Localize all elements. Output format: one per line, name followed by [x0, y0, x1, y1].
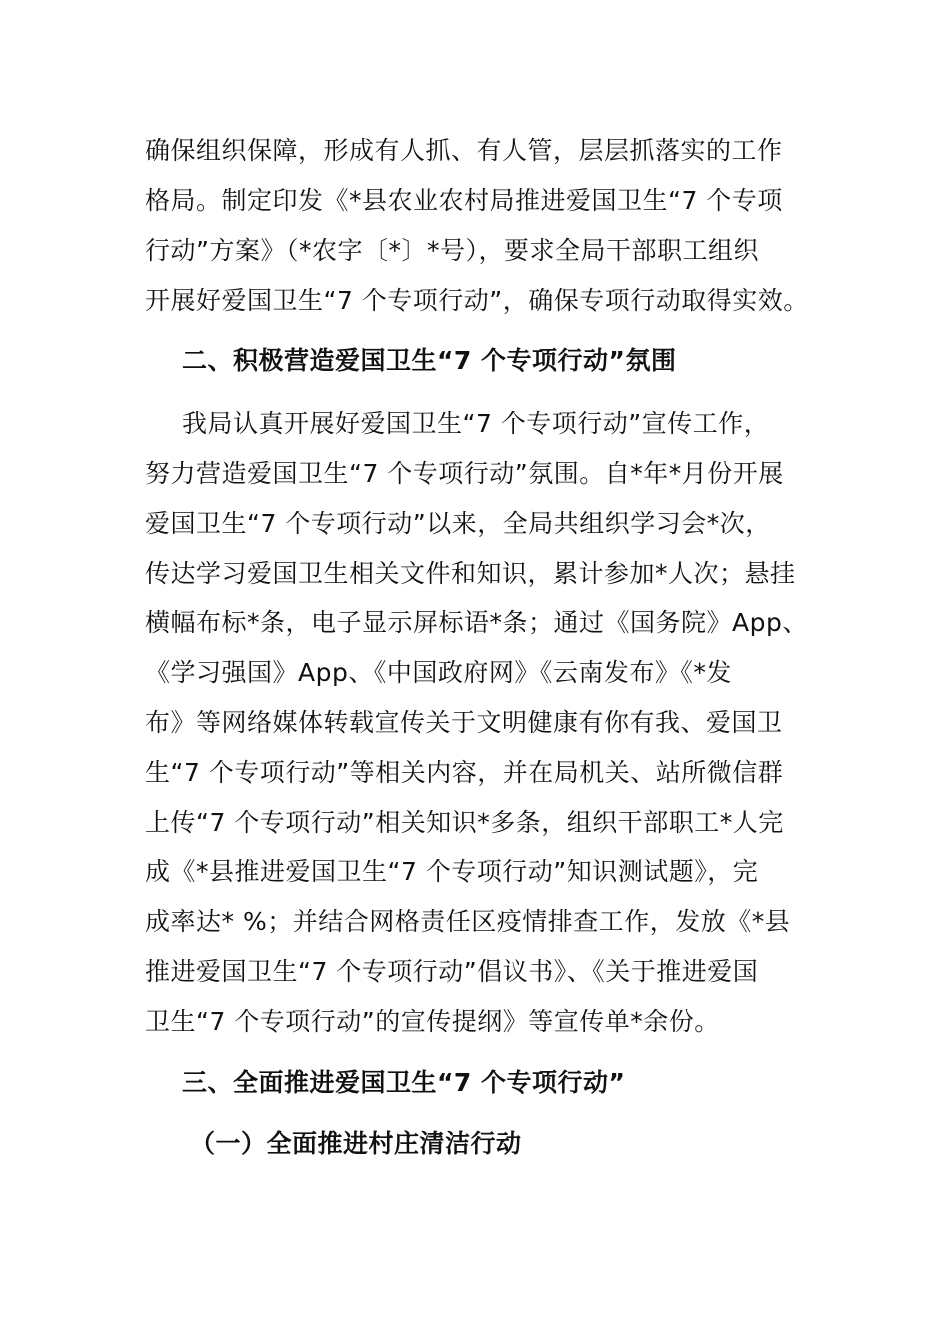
- subsection-heading: （一）全面推进村庄清洁行动: [190, 1129, 522, 1158]
- paragraph-line: 横幅布标*条，电子显示屏标语*条；通过《国务院》App、: [145, 608, 808, 637]
- paragraph-line: 上传“7 个专项行动”相关知识*多条，组织干部职工*人完: [145, 808, 784, 837]
- paragraph-line: 格局。制定印发《*县农业农村局推进爱国卫生“7 个专项: [145, 186, 783, 215]
- paragraph-line: 确保组织保障，形成有人抓、有人管，层层抓落实的工作: [145, 136, 783, 165]
- paragraph-line: 开展好爱国卫生“7 个专项行动”，确保专项行动取得实效。: [145, 286, 809, 315]
- section-heading: 三、全面推进爱国卫生“7 个专项行动”: [182, 1068, 626, 1097]
- paragraph-line: 《学习强国》App、《中国政府网》《云南发布》《*发: [145, 658, 732, 687]
- paragraph-line: 卫生“7 个专项行动”的宣传提纲》等宣传单*余份。: [145, 1007, 720, 1036]
- paragraph-line: 行动”方案》（*农字〔*〕*号），要求全局干部职工组织: [145, 236, 759, 265]
- paragraph-line: 我局认真开展好爱国卫生“7 个专项行动”宣传工作，: [182, 409, 770, 438]
- paragraph-line: 爱国卫生“7 个专项行动”以来，全局共组织学习会*次，: [145, 509, 771, 538]
- section-heading: 二、积极营造爱国卫生“7 个专项行动”氛围: [182, 346, 677, 375]
- paragraph-line: 生“7 个专项行动”等相关内容，并在局机关、站所微信群: [145, 758, 784, 787]
- paragraph-line: 成《*县推进爱国卫生“7 个专项行动”知识测试题》，完: [145, 857, 759, 886]
- paragraph-line: 成率达* %；并结合网格责任区疫情排查工作，发放《*县: [145, 907, 791, 936]
- paragraph-line: 努力营造爱国卫生“7 个专项行动”氛围。自*年*月份开展: [145, 459, 784, 488]
- paragraph-line: 传达学习爱国卫生相关文件和知识，累计参加*人次；悬挂: [145, 559, 796, 588]
- paragraph-line: 布》等网络媒体转载宣传关于文明健康有你有我、爱国卫: [145, 708, 783, 737]
- paragraph-line: 推进爱国卫生“7 个专项行动”倡议书》、《关于推进爱国: [145, 957, 759, 986]
